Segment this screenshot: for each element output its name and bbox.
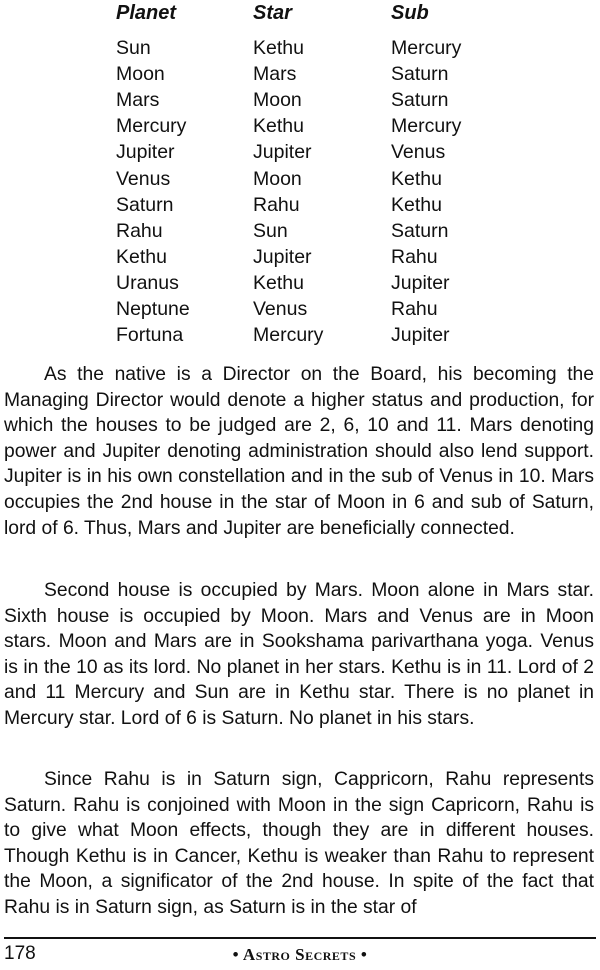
cell-planet: Mars <box>116 89 160 112</box>
cell-star: Rahu <box>253 193 300 216</box>
paragraph-2-text: Second house is occupied by Mars. Moon alone in Mars star. Sixth house is occupied by Moon. Mars and Venus are in Moon stars. Moon and Mars are in Sookshama parivarthana yoga. Venus is in the 10 as its lord. No planet in her stars. Kethu is in 11. Lord of 2 and 11 Mercury and Sun are in Kethu star. There is no planet in Mercury star. Lord of 6 is Saturn. No planet in his stars. <box>4 580 594 729</box>
cell-star: Mercury <box>253 324 324 347</box>
cell-sub: Mercury <box>391 37 462 59</box>
cell-planet: Jupiter <box>116 141 175 164</box>
paragraph-3 <box>4 767 594 921</box>
cell-star: Jupiter <box>253 141 312 164</box>
paragraph-2 <box>4 578 594 732</box>
footer-rule <box>4 937 596 939</box>
page-number: 178 <box>4 943 36 964</box>
table-row <box>0 322 600 348</box>
cell-planet: Uranus <box>116 271 179 294</box>
cell-sub: Saturn <box>391 219 449 242</box>
cell-sub: Kethu <box>391 167 442 190</box>
running-title: • Astro Secrets • <box>232 945 368 964</box>
cell-planet: Neptune <box>116 298 190 320</box>
table-row <box>0 87 600 113</box>
paragraph-1 <box>4 362 594 541</box>
table-row <box>0 61 600 87</box>
header-star: Star <box>253 2 292 24</box>
paragraph-1-text: As the native is a Director on the Board, his becoming the Managing Director would denote a higher status and production, for which the houses to be judged are 2, 6, 10 and 11. Mars denoting power and Jupiter denoting administration should also lend support. Jupiter is in his own constellation and in the sub of Venus in 10. Mars occupies the 2nd house in the star of Moon in 6 and sub of Saturn, lord of 6. Thus, Mars and Jupiter are beneficially connected. <box>4 364 594 539</box>
table-row <box>0 270 600 296</box>
cell-star: Venus <box>253 298 308 320</box>
table-row <box>0 192 600 218</box>
table-row <box>0 139 600 165</box>
cell-star: Kethu <box>253 37 304 59</box>
table-row <box>0 35 600 61</box>
cell-star: Moon <box>253 167 302 190</box>
paragraph-3-text: Since Rahu is in Saturn sign, Cappricorn, Rahu represents Saturn. Rahu is conjoined with Moon in the sign Capricorn, Rahu is to give what Moon effects, though they are in different houses. Though Kethu is in Cancer, Kethu is weaker than Rahu to represent the Moon, a significator of the 2nd house. In spite of the fact that Rahu is in Saturn sign, as Saturn is in the star of <box>4 769 594 918</box>
header-sub: Sub <box>391 2 429 24</box>
cell-star: Mars <box>253 63 297 86</box>
cell-planet: Kethu <box>116 245 167 268</box>
table-row <box>0 244 600 270</box>
cell-sub: Kethu <box>391 193 442 216</box>
cell-sub: Mercury <box>391 115 462 138</box>
cell-planet: Fortuna <box>116 324 184 347</box>
table-row <box>0 166 600 192</box>
cell-planet: Venus <box>116 167 171 190</box>
cell-star: Sun <box>253 219 288 242</box>
cell-planet: Sun <box>116 37 151 59</box>
table-header-row <box>0 0 600 26</box>
header-planet: Planet <box>116 2 177 24</box>
cell-sub: Rahu <box>391 298 438 320</box>
table-row <box>0 296 600 322</box>
cell-star: Jupiter <box>253 245 312 268</box>
table-row <box>0 218 600 244</box>
cell-star: Kethu <box>253 115 304 138</box>
cell-sub: Rahu <box>391 245 438 268</box>
cell-star: Moon <box>253 89 302 112</box>
table-row <box>0 113 600 139</box>
cell-sub: Jupiter <box>391 271 450 294</box>
cell-planet: Saturn <box>116 193 174 216</box>
cell-sub: Venus <box>391 141 446 164</box>
cell-sub: Saturn <box>391 89 449 112</box>
cell-star: Kethu <box>253 271 304 294</box>
cell-sub: Jupiter <box>391 324 450 347</box>
cell-planet: Moon <box>116 63 165 86</box>
cell-sub: Saturn <box>391 63 449 86</box>
cell-planet: Rahu <box>116 219 163 242</box>
cell-planet: Mercury <box>116 115 187 138</box>
